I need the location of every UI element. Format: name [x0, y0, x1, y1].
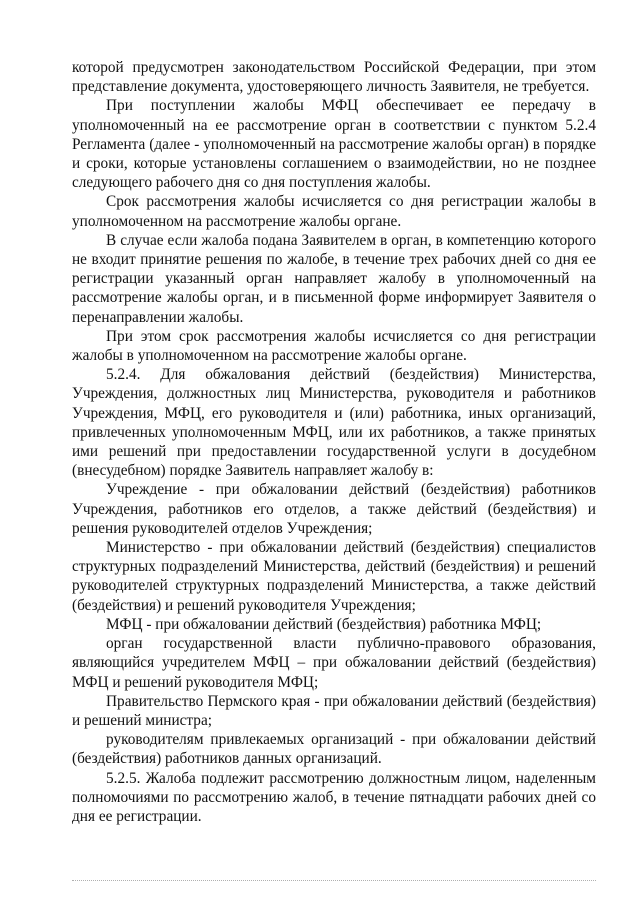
document-page	[72, 58, 596, 826]
list-item-organizations: руководителям привлекаемых организаций - при обжаловании действий (бездействия) работников данных организаций.	[72, 731, 596, 768]
list-item-institution: Учреждение - при обжаловании действий (бездействия) работников Учреждения, работников его отделов, а также действий (бездействия) и решения руководителей отделов Учреждения;	[72, 481, 596, 537]
paragraph-5-2-5: 5.2.5. Жалоба подлежит рассмотрению должностным лицом, наделенным полномочиями по рассмотрению жалоб, в течение пятнадцати рабочих дней со дня ее регистрации.	[72, 769, 596, 825]
list-item-authority: орган государственной власти публично-правового образования, являющийся учредителем МФЦ – при обжаловании действий (бездействия) МФЦ и решений руководителя МФЦ;	[72, 635, 596, 691]
paragraph-review-term: Срок рассмотрения жалобы исчисляется со дня регистрации жалобы в уполномоченном на рассмотрение жалобы органе.	[72, 193, 596, 230]
paragraph-mfc-transfer: При поступлении жалобы МФЦ обеспечивает ее передачу в уполномоченный на ее рассмотрение орган в соответствии с пунктом 5.2.4 Регламента (далее - уполномоченный на рассмотрение жалобы орган) в порядке и сроки, которые установлены соглашением о взаимодействии, но не позднее следующего рабочего дня со дня поступления жалобы.	[72, 97, 596, 192]
footer-divider	[72, 880, 596, 881]
list-item-ministry: Министерство - при обжаловании действий (бездействия) специалистов структурных подразделений Министерства, действий (бездействия) и решений руководителей структурных подразделений Министерства, а также действий (бездействия) и решений руководителя Учреждения;	[72, 539, 596, 614]
paragraph-review-term-redirect: При этом срок рассмотрения жалобы исчисляется со дня регистрации жалобы в уполномоченном на рассмотрение жалобы органе.	[72, 327, 596, 365]
paragraph-5-2-4: 5.2.4. Для обжалования действий (бездействия) Министерства, Учреждения, должностных лиц Министерства, руководителя и работников Учреждения, МФЦ, его руководителя и (или) работника, иных организаций, привлеченных уполномоченным МФЦ, или их работников, а также принятых ими решений при предоставлении государственной услуги в досудебном (внесудебном) порядке Заявитель направляет жалобу в:	[72, 366, 596, 480]
list-item-mfc: МФЦ - при обжаловании действий (бездействия) работника МФЦ;	[106, 615, 542, 633]
paragraph-redirect: В случае если жалоба подана Заявителем в орган, в компетенцию которого не входит принятие решения по жалобе, в течение трех рабочих дней со дня ее регистрации указанный орган направляет жалобу в уполномоченный на рассмотрение жалобы орган, и в письменной форме информирует Заявителя о перенаправлении жалобы.	[72, 231, 596, 326]
paragraph-continuation: которой предусмотрен законодательством Российской Федерации, при этом представление документа, удостоверяющего личность Заявителя, не требуется.	[72, 59, 596, 96]
list-item-government: Правительство Пермского края - при обжаловании действий (бездействия) и решений министра;	[72, 692, 596, 729]
